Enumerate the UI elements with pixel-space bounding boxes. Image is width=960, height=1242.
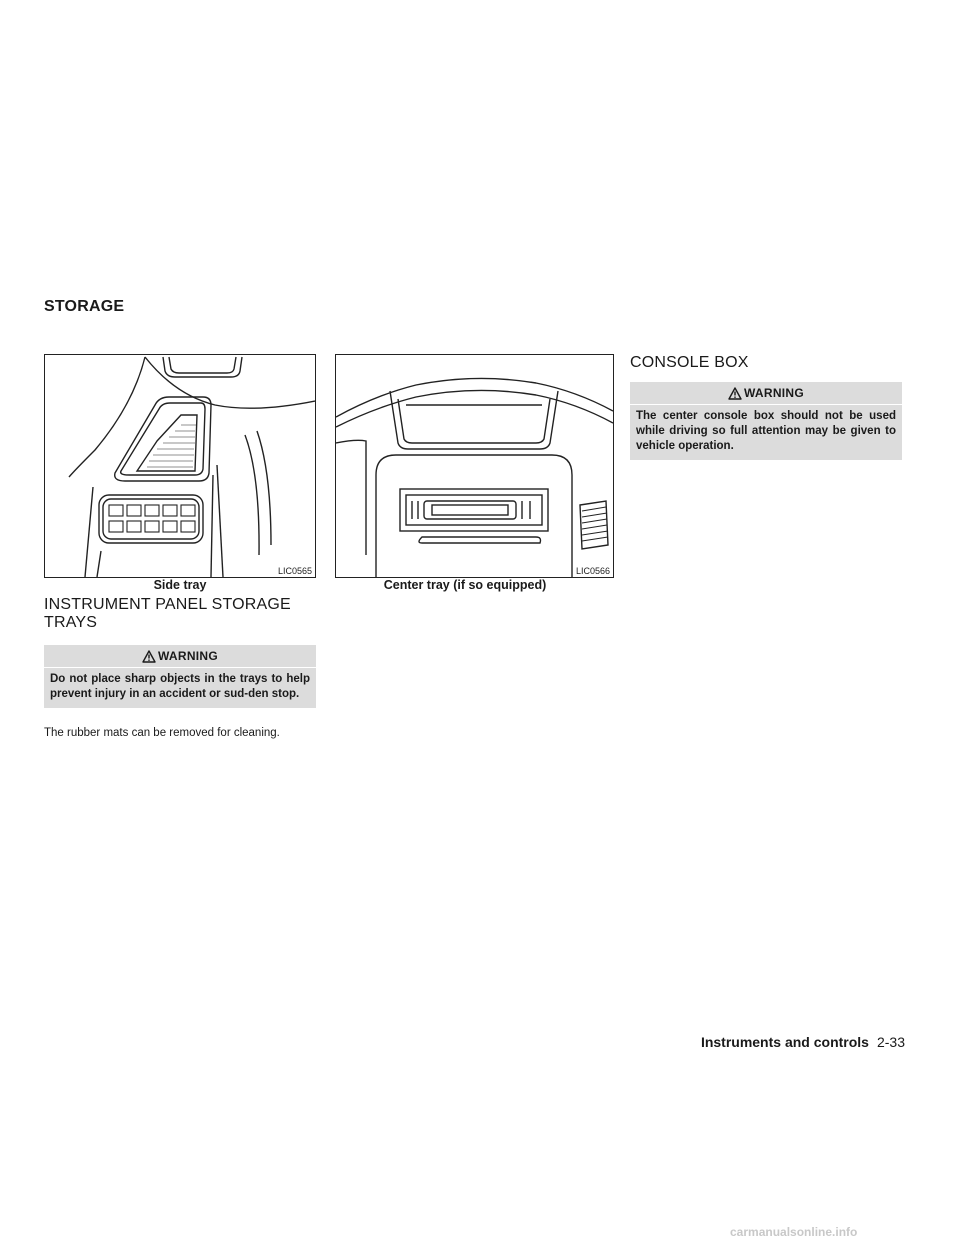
instrument-panel-heading	[44, 596, 316, 632]
body-paragraph: The rubber mats can be removed for cleaning.	[44, 727, 280, 739]
heading-line: TRAYS	[44, 614, 98, 631]
warning-header	[44, 645, 316, 668]
console-box-warning	[630, 382, 902, 460]
section-title: STORAGE	[44, 298, 125, 315]
heading-line: INSTRUMENT PANEL STORAGE	[44, 596, 291, 613]
page-number: 2-33	[876, 1034, 905, 1050]
page-footer	[701, 1034, 905, 1050]
warning-text: Do not place sharp objects in the trays to help prevent injury in an accident or sud-den stop.	[50, 673, 310, 700]
center-tray-illustration	[335, 354, 614, 578]
warning-triangle-icon	[728, 387, 742, 400]
warning-triangle-icon	[142, 650, 156, 663]
figure-caption: Side tray	[153, 578, 207, 592]
warning-title: WARNING	[743, 386, 805, 400]
figure-code: LIC0566	[575, 566, 610, 576]
side-tray-drawing	[45, 355, 315, 577]
warning-title: WARNING	[157, 649, 219, 663]
center-tray-drawing	[336, 355, 613, 577]
footer-chapter: Instruments and controls	[700, 1034, 869, 1050]
warning-text: The center console box should not be used while driving so full attention may be given to vehicle operation.	[636, 410, 896, 452]
figure-caption: Center tray (if so equipped)	[383, 578, 547, 592]
figure-code: LIC0565	[277, 566, 312, 576]
side-tray-illustration	[44, 354, 316, 578]
warning-header	[630, 382, 902, 405]
watermark: carmanualsonline.info	[730, 1225, 858, 1239]
instrument-panel-warning	[44, 645, 316, 708]
console-box-heading: CONSOLE BOX	[630, 354, 749, 371]
